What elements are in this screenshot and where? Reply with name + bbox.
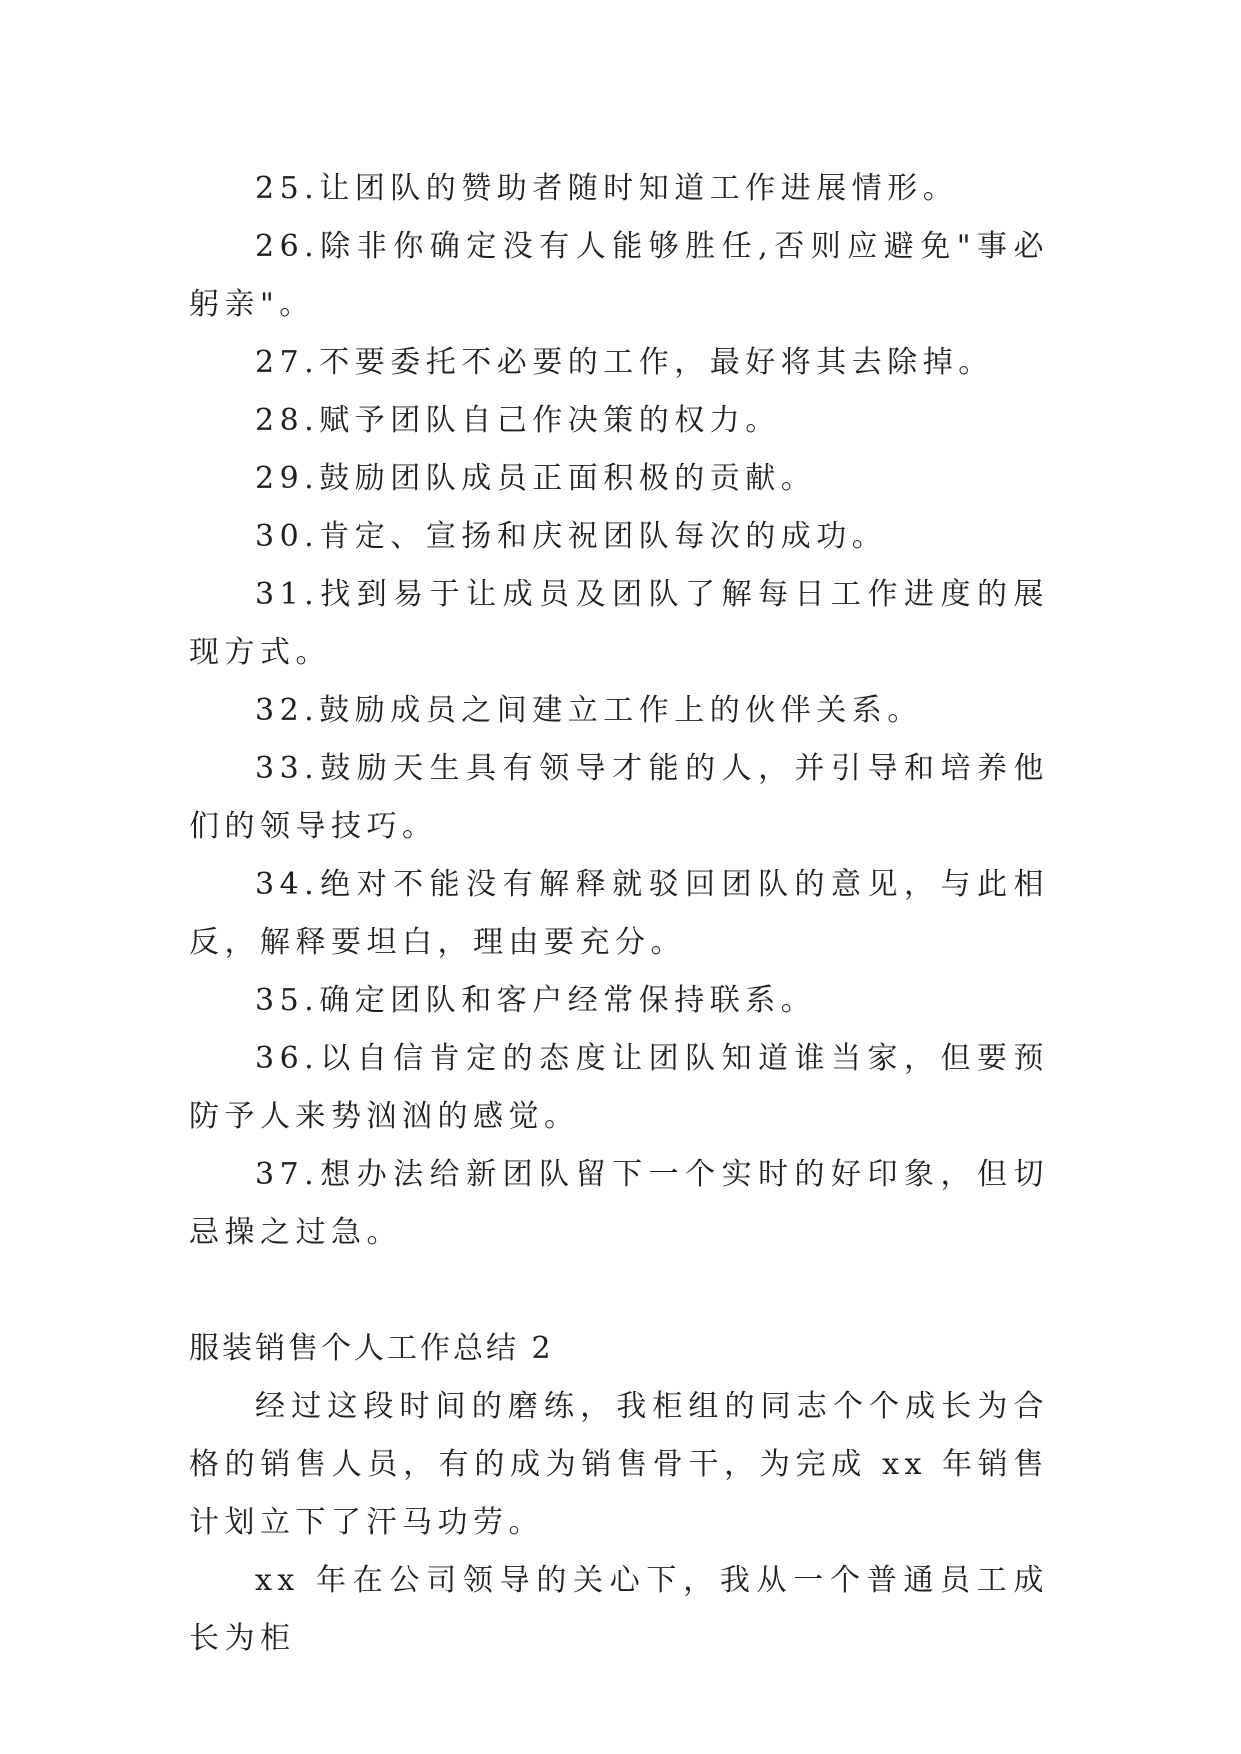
list-item-29: 29.鼓励团队成员正面积极的贡献。 xyxy=(255,461,817,496)
list-item-36: 36.以自信肯定的态度让团队知道谁当家，但要预防予人来势汹汹的感觉。 xyxy=(189,1041,1049,1134)
list-item-35: 35.确定团队和客户经常保持联系。 xyxy=(255,983,817,1018)
list-item-37: 37.想办法给新团队留下一个实时的好印象，但切忌操之过急。 xyxy=(189,1157,1049,1250)
list-item-32: 32.鼓励成员之间建立工作上的伙伴关系。 xyxy=(255,693,923,728)
list-item-31: 31.找到易于让成员及团队了解每日工作进度的展现方式。 xyxy=(189,577,1049,670)
list-item-25: 25.让团队的赞助者随时知道工作进展情形。 xyxy=(255,171,959,206)
list-item-27: 27.不要委托不必要的工作，最好将其去除掉。 xyxy=(255,345,994,380)
list-item-28: 28.赋予团队自己作决策的权力。 xyxy=(255,403,781,438)
list-item-34: 34.绝对不能没有解释就驳回团队的意见，与此相反，解释要坦白，理由要充分。 xyxy=(189,867,1049,960)
body-paragraph: 经过这段时间的磨练，我柜组的同志个个成长为合格的销售人员，有的成为销售骨干，为完成 xx 年销售计划立下了汗马功劳。 xyxy=(189,1389,1049,1540)
list-item-26: 26.除非你确定没有人能够胜任,否则应避免"事必躬亲"。 xyxy=(189,229,1049,322)
body-paragraph: xx 年在公司领导的关心下，我从一个普通员工成长为柜 xyxy=(189,1563,1049,1656)
list-item-30: 30.肯定、宣扬和庆祝团队每次的成功。 xyxy=(255,519,888,554)
document-body xyxy=(189,160,1049,1668)
list-item-33: 33.鼓励天生具有领导才能的人，并引导和培养他们的领导技巧。 xyxy=(189,751,1049,844)
section-heading: 服装销售个人工作总结 2 xyxy=(189,1331,554,1366)
